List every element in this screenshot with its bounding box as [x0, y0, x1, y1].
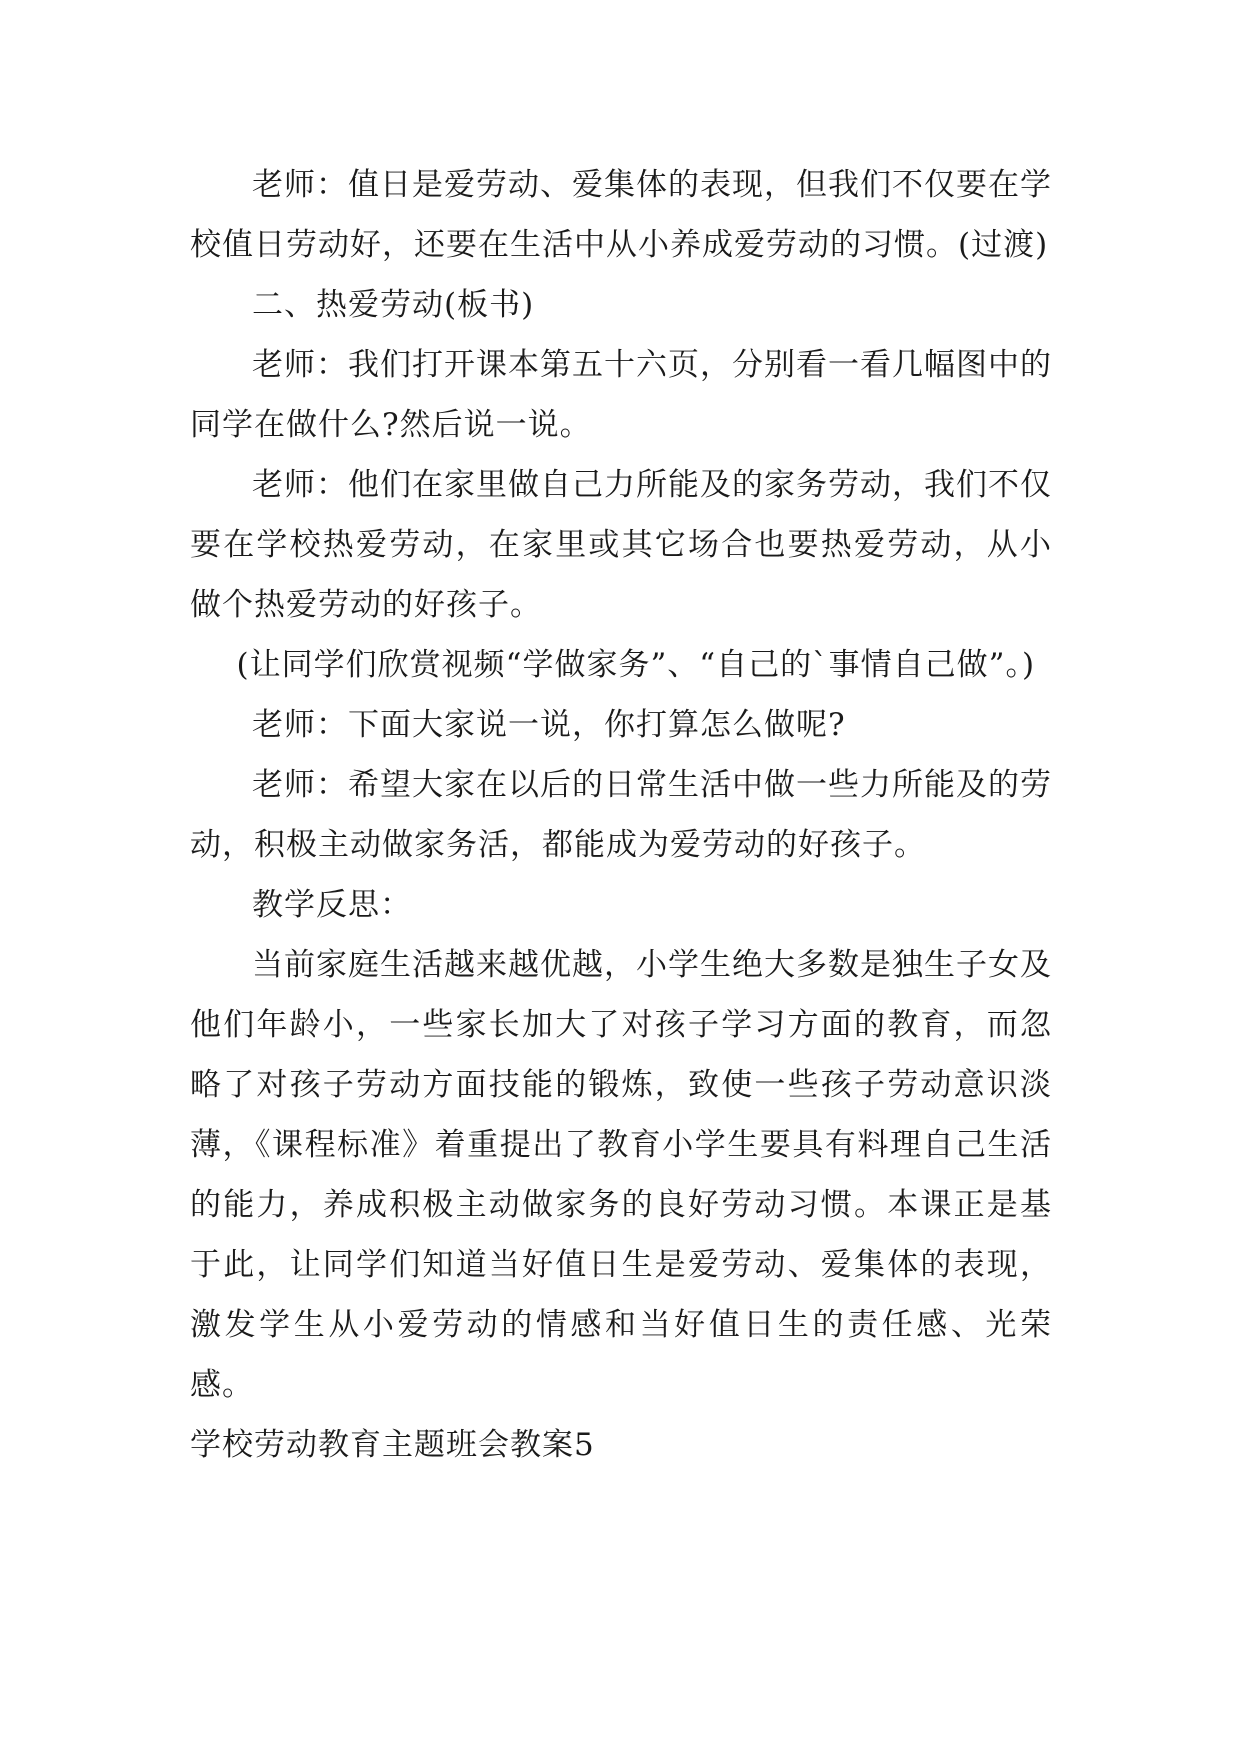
paragraph-reflection-label: 教学反思：: [252, 887, 412, 923]
paragraph-section-love-labor: 二、热爱劳动(板书): [252, 287, 535, 323]
paragraph-video-note: (让同学们欣赏视频“学做家务”、“自己的`事情自己做”。): [236, 647, 1036, 683]
paragraph-discussion: 老师：下面大家说一说，你打算怎么做呢?: [252, 707, 846, 743]
paragraph-reflection-body: 当前家庭生活越来越优越，小学生绝大多数是独生子女及他们年龄小，一些家长加大了对孩子学习方面的教育，而忽略了对孩子劳动方面技能的锻炼，致使一些孩子劳动意识淡薄，《课程标准》着重提出了教育小学生要具有料理自己生活的能力，养成积极主动做家务的良好劳动习惯。本课正是基于此，让同学们知道当好值日生是爱劳动、爱集体的表现，激发学生从小爱劳动的情感和当好值日生的责任感、光荣感。: [190, 947, 1052, 1403]
paragraph-hope: 老师：希望大家在以后的日常生活中做一些力所能及的劳动，积极主动做家务活，都能成为爱劳动的好孩子。: [190, 767, 1052, 863]
section-heading: 学校劳动教育主题班会教案5: [190, 1427, 595, 1463]
paragraph-duty-transition: 老师：值日是爱劳动、爱集体的表现，但我们不仅要在学校值日劳动好，还要在生活中从小养成爱劳动的习惯。(过渡): [190, 167, 1052, 263]
paragraph-open-textbook: 老师：我们打开课本第五十六页，分别看一看几幅图中的同学在做什么?然后说一说。: [190, 347, 1052, 443]
paragraph-housework: 老师：他们在家里做自己力所能及的家务劳动，我们不仅要在学校热爱劳动，在家里或其它场合也要热爱劳动，从小做个热爱劳动的好孩子。: [190, 467, 1052, 623]
document-page: [190, 155, 1052, 1475]
